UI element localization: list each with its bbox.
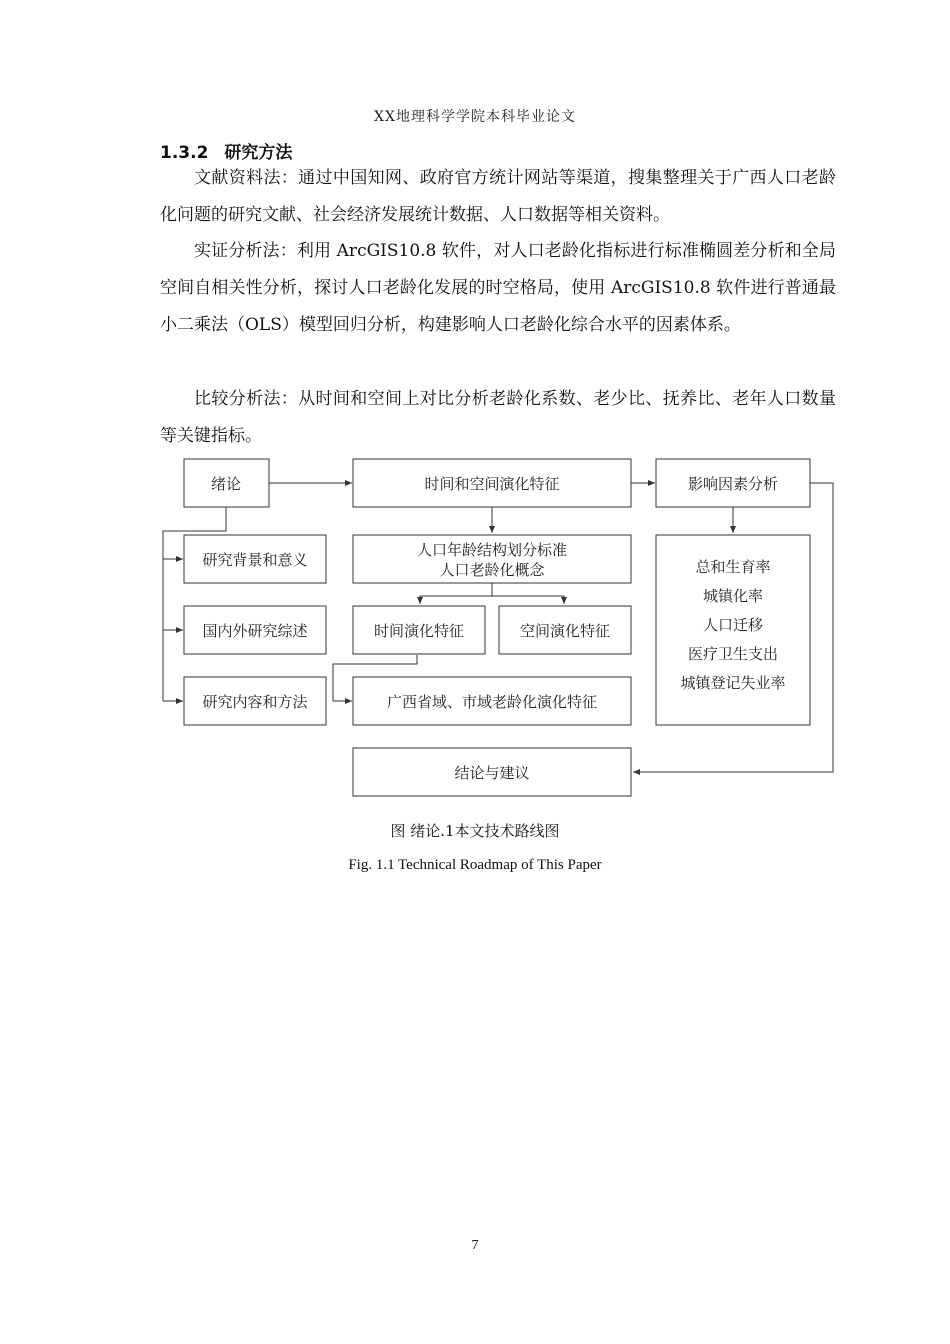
paragraph-text: 文献资料法：通过中国知网、政府官方统计网站等渠道，搜集整理关于广西人口老龄化问题的研究文献、社会经济发展统计数据、人口数据等相关资料。: [160, 168, 836, 225]
section-title: 研究方法: [224, 143, 293, 163]
figure-caption-chinese: 图 绪论.1本文技术路线图: [390, 822, 560, 840]
label-content: 研究内容和方法: [202, 693, 308, 711]
label-temporal: 时间演化特征: [373, 622, 465, 640]
paragraph-text: 实证分析法：利用 ArcGIS10.8 软件，对人口老龄化指标进行标准椭圆差分析和全局空间自相关性分析，探讨人口老龄化发展的时空格局，使用 ArcGIS10.8 软件进行普通最小二乘法（OLS）模型回归分析，构建影响人口老龄化综合水平的因素体系。: [160, 241, 836, 335]
label-background: 研究背景和意义: [202, 551, 308, 569]
paragraph-text: 比较分析法：从时间和空间上对比分析老龄化系数、老少比、抚养比、老年人口数量等关键指标。: [160, 389, 836, 446]
arrow-to-spatial: [492, 596, 564, 604]
label-factor-2: 城镇化率: [702, 587, 764, 605]
label-factors: 影响因素分析: [687, 475, 779, 493]
arrow-to-temporal: [420, 583, 492, 604]
label-factor-4: 医疗卫生支出: [687, 645, 779, 663]
label-conclusion: 结论与建议: [454, 764, 530, 782]
page-number: 7: [471, 1238, 479, 1253]
figure-caption-english: Fig. 1.1 Technical Roadmap of This Paper: [348, 857, 602, 873]
label-factor-5: 城镇登记失业率: [680, 674, 786, 692]
label-spatial: 空间演化特征: [519, 622, 611, 640]
label-factor-1: 总和生育率: [695, 558, 771, 576]
label-age-standard-1: 人口年龄结构划分标准: [416, 541, 568, 559]
label-factor-3: 人口迁移: [702, 616, 764, 634]
label-intro: 绪论: [210, 475, 242, 493]
label-evolution: 时间和空间演化特征: [424, 475, 560, 493]
running-header: XX地理科学学院本科毕业论文: [374, 109, 576, 125]
label-review: 国内外研究综述: [202, 622, 308, 640]
label-guangxi: 广西省域、市域老龄化演化特征: [386, 693, 598, 711]
section-number: 1.3.2: [160, 143, 209, 163]
label-age-standard-2: 人口老龄化概念: [439, 561, 545, 579]
